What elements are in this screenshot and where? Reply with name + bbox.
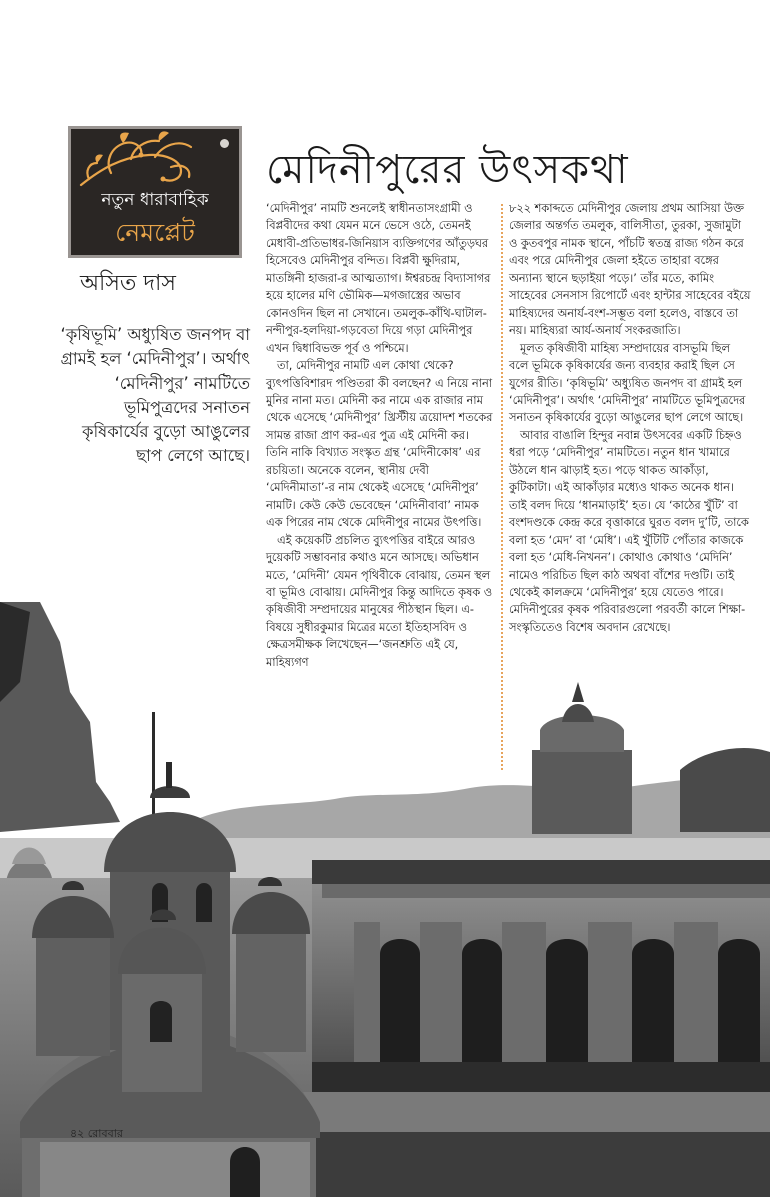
series-badge bbox=[68, 126, 242, 258]
temple-photograph bbox=[0, 602, 770, 1197]
author-name: অসিত দাস bbox=[80, 271, 176, 296]
flourish-ornament-icon bbox=[71, 129, 239, 189]
paragraph: মূলত কৃষিজীবী মাহিষ্য সম্প্রদায়ের বাসভূমি ছিল বলে ভূমিকে কৃষিকার্যের জন্য ব্যবহার করাই ছিল সে যুগের রীতি। ‘কৃষিভূমি’ অধ্যুষিত জনপদ বা গ্রামই হল ‘মেদিনীপুর’। অর্থাৎ ‘মেদিনীপুর’ নামটিতে ভূমিপুত্রদের সনাতন কৃষিকার্যের বুড়ো আঙুলের ছাপ লেগে আছে। bbox=[509, 341, 746, 425]
paragraph: এই কয়েকটি প্রচলিত ব্যুৎপত্তির বাইরে আরও দুয়েকটি সম্ভাবনার কথাও মনে আসছে। অভিধান মতে, ‘মেদিনী’ যেমন পৃথিবীকে বোঝায়, তেমন স্থল বা ভূমিও বোঝায়। মেদিনীপুর কিন্তু আদিতে কৃষক ও কৃষিজীবী সম্প্রদায়ের মানুষের পীঠস্থান ছিল। এ-বিষয়ে সুধীরকুমার মিত্রের মতো ইতিহাসবিদ ও ক্ষেত্রসমীক্ষক লিখেছেন—‘জনশ্রুতি এই যে, মাহিষ্যগণ bbox=[266, 533, 493, 669]
article-title: মেদিনীপুরের উৎসকথা bbox=[266, 147, 629, 193]
page-number: ৪২ bbox=[70, 1127, 85, 1140]
page-footer bbox=[70, 1125, 123, 1144]
article-column-1 bbox=[266, 200, 494, 671]
paragraph: তা, মেদিনীপুর নামটি এল কোথা থেকে? ব্যুৎপত্তিবিশারদ পণ্ডিতরা কী বলছেন? এ নিয়ে নানা মুনির নানা মত। মেদিনী কর নামে এক রাজার নাম থেকে এসেছে ‘মেদিনীপুর’ খ্রিস্টীয় ত্রয়োদশ শতকের সামন্ত রাজা প্রাণ কর-এর পুত্র এই মেদিনী কর। তিনি নাকি বিখ্যাত সংস্কৃত গ্রন্থ ‘মেদিনীকোষ’ এর রচয়িতা। অনেকে বলেন, স্থানীয় দেবী ‘মেদিনীমাতা’-র নাম থেকেই এসেছে ‘মেদিনীপুর’ নামটি। কেউ কেউ ভেবেছেন ‘মেদিনীবাবা’ নামক এক পিরের নাম থেকে মেদিনীপুর নামের উৎপত্তি। bbox=[266, 359, 493, 530]
paragraph: ‘মেদিনীপুর’ নামটি শুনলেই স্বাধীনতাসংগ্রামী ও বিপ্লবীদের কথা যেমন মনে ভেসে ওঠে, তেমনই মেধাবী-প্রতিভাধর-জিনিয়াস ব্যক্তিগণের আঁতুড়ঘর হিসেবেও মেদিনীপুর বন্দিত। বিপ্লবী ক্ষুদিরাম, মাতঙ্গিনী হাজরা-র আত্মত্যাগ। ঈশ্বরচন্দ্র বিদ্যাসাগর হয়ে হালের মণি ভৌমিক—মগজাস্ত্রের অভাব কোনওদিন ছিল না সেখানে। তমলুক-কাঁথি-ঘাটাল-নন্দীপুর-হলদিয়া-গড়বেতা দিয়ে গড়া মেদিনীপুর এখন দ্বিধাবিভক্ত পূর্ব ও পশ্চিমে। bbox=[266, 202, 491, 355]
paragraph: আবার বাঙালি হিন্দুর নবান্ন উৎসবের একটি চিহ্নও ধরা পড়ে ‘মেদিনীপুর’ নামটিতে। নতুন ধান খামারে উঠলে ধান ঝাড়াই হত। পড়ে থাকত আকাঁড়া, কুটিকাটা। এই আকাঁড়ার মধ্যেও থাকত অনেক ধান। তাই বলদ দিয়ে ‘ধানমাড়াই’ হত। যে ‘কাঠের খুঁটি’ বা বংশদণ্ডকে কেন্দ্র করে বৃত্তাকারে ঘুরত বলদ দু’টি, তাকে বলা হত ‘মেদ’ বা ‘মেধি’। এই খুঁটিটি পোঁতার কাজকে বলা হত ‘মেধি-নিখনন’। কোথাও কোথাও ‘মেদিনি’ নামেও পরিচিত ছিল কাঠ অথবা বাঁশের দণ্ডটি। তাই থেকেই কালক্রমে ‘মেদিনীপুর’ হয়ে যেতেও পারে। মেদিনীপুরের কৃষক পরিবারগুলো পরবর্তী কালে শিক্ষা-সংস্কৃতিতেও বিশেষ অবদান রেখেছে। bbox=[509, 428, 749, 634]
pull-quote: ‘কৃষিভূমি’ অধ্যুষিত জনপদ বা গ্রামই হল ‘মেদিনীপুর’। অর্থাৎ ‘মেদিনীপুর’ নামটিতে ভূমিপুত্রদের সনাতন কৃষিকার্যের বুড়ো আঙুলের ছাপ লেগে আছে। bbox=[60, 325, 250, 466]
series-name: নেমপ্লেট bbox=[115, 218, 195, 247]
badge-dot-icon bbox=[220, 139, 229, 148]
magazine-name: রোববার bbox=[87, 1127, 123, 1140]
paragraph: ৮২২ শকাব্দতে মেদিনীপুর জেলায় প্রথম আসিয়া উক্ত জেলার অন্তর্গত তমলুক, বালিসীতা, তুরকা, সুজামুটা ও কুতবপুর নামক স্থানে, পাঁচটি স্বতন্ত্র রাজ্য গঠন করে এবং পরে মেদিনীপুর জেলা হইতে তাহারা বঙ্গের অন্যান্য স্থানে ছড়াইয়া পড়ে।’ তাঁর মতে, কামিং সাহেবের সেনসাস রিপোর্টে এবং হান্টার সাহেবের বইয়ে মাহিষ্যদের অনার্য-বংশ-সম্ভূত বলা হলেও, বাস্তবে তা নয়। মাহিষ্যরা আর্য-অনার্য সংকরজাতি। bbox=[509, 202, 751, 338]
article-column-2 bbox=[509, 200, 752, 636]
series-label: নতুন ধারাবাহিক bbox=[101, 190, 209, 210]
